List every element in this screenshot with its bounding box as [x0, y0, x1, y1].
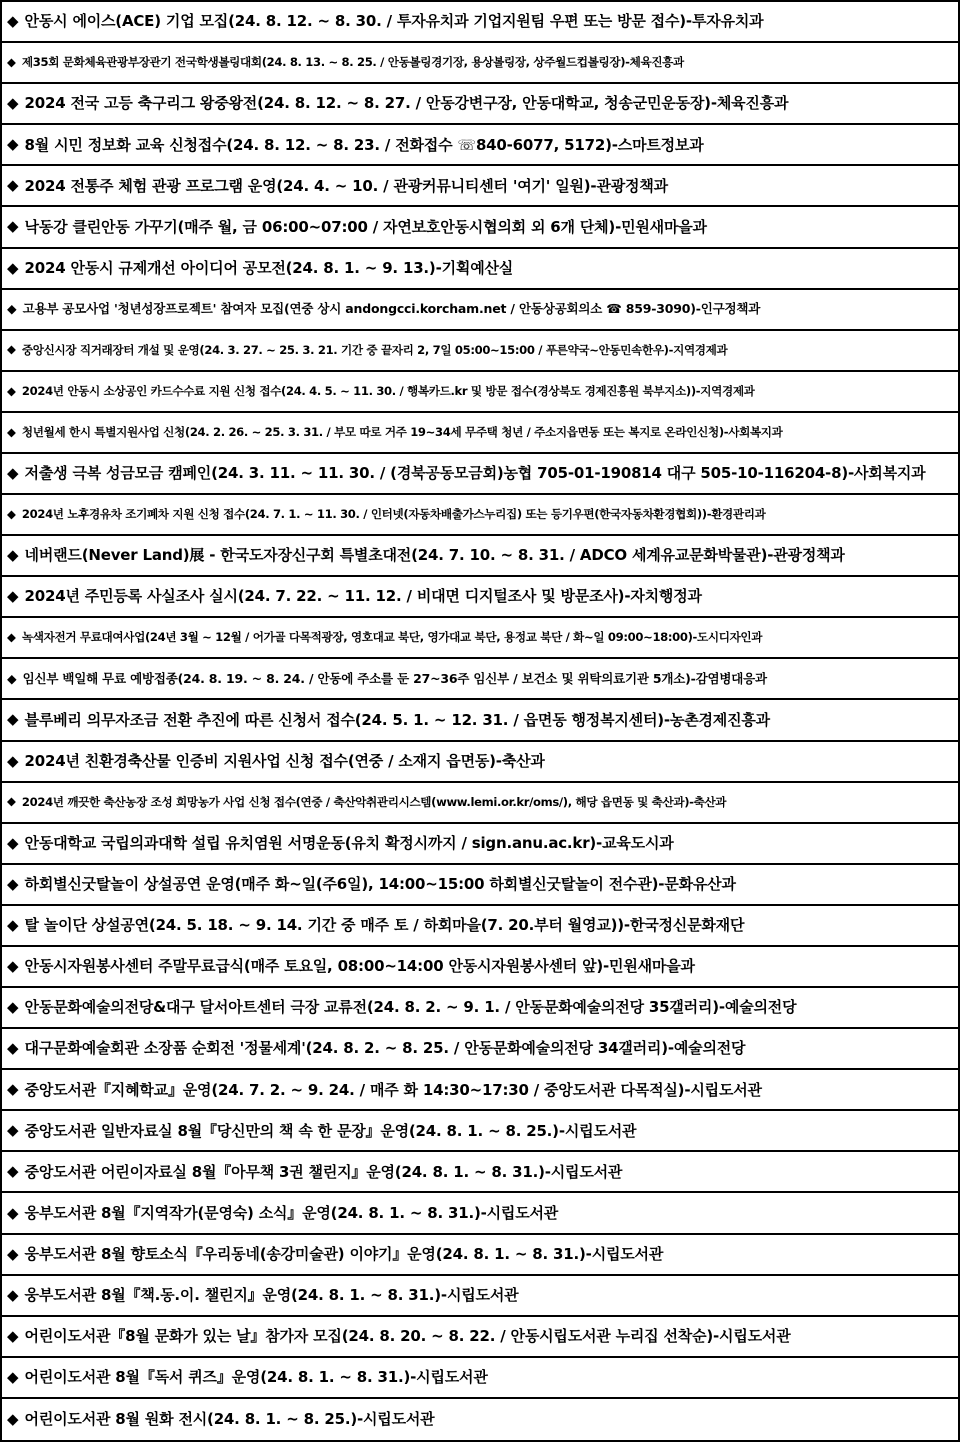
diamond-bullet-icon: ◆ [7, 794, 16, 809]
notice-text: 탈 놀이단 상설공연(24. 5. 18. ~ 9. 14. 기간 중 매주 토 / 하회마을(7. 20.부터 월영교))-한국정신문화재단 [24, 916, 745, 935]
notice-text: 제35회 문화체육관광부장관기 전국학생볼링대회(24. 8. 13. ~ 8. 25. / 안동볼링경기장, 용상볼링장, 상주월드컵볼링장)-체육진흥과 [21, 55, 684, 70]
notice-text: 웅부도서관 8월 향토소식『우리동네(송강미술관) 이야기』운영(24. 8. 1. ~ 8. 31.)-시립도서관 [24, 1244, 664, 1263]
notice-row [2, 536, 958, 577]
notice-text: 어린이도서관 8월 원화 전시(24. 8. 1. ~ 8. 25.)-시립도서관 [24, 1410, 435, 1429]
diamond-bullet-icon: ◆ [7, 874, 19, 893]
diamond-bullet-icon: ◆ [7, 1326, 19, 1345]
notice-row [2, 1399, 958, 1440]
notice-text: 하회별신굿탈놀이 상설공연 운영(매주 화~일(주6일), 14:00~15:00 하회별신굿탈놀이 전수관)-문화유산과 [24, 875, 736, 894]
notice-text: 안동대학교 국립의과대학 설립 유치염원 서명운동(유치 확정시까지 / sign.anu.ac.kr)-교육도시과 [24, 833, 674, 852]
diamond-bullet-icon: ◆ [7, 1409, 19, 1428]
notice-row [2, 824, 958, 865]
diamond-bullet-icon: ◆ [7, 1039, 19, 1058]
diamond-bullet-icon: ◆ [7, 1080, 19, 1099]
diamond-bullet-icon: ◆ [7, 217, 19, 236]
diamond-bullet-icon: ◆ [7, 957, 19, 975]
diamond-bullet-icon: ◆ [7, 998, 19, 1017]
notice-row [2, 1111, 958, 1152]
notice-text: 고용부 공모사업 '청년성장프로젝트' 참여자 모집(연중 상시 andongcci.korcham.net / 안동상공회의소 ☎ 859-3090)-인구정책과 [22, 301, 761, 317]
notice-row [2, 249, 958, 290]
notice-row [2, 742, 958, 783]
diamond-bullet-icon: ◆ [7, 506, 16, 521]
notice-row [2, 1029, 958, 1070]
notice-text: 어린이도서관 8월『독서 퀴즈』운영(24. 8. 1. ~ 8. 31.)-시립도서관 [24, 1368, 488, 1387]
notice-row [2, 700, 958, 741]
diamond-bullet-icon: ◆ [7, 54, 16, 69]
diamond-bullet-icon: ◆ [7, 176, 19, 195]
notice-text: 2024 전국 고등 축구리그 왕중왕전(24. 8. 12. ~ 8. 27. / 안동강변구장, 안동대학교, 청송군민운동장)-체육진흥과 [24, 94, 789, 113]
diamond-bullet-icon: ◆ [7, 342, 16, 357]
diamond-bullet-icon: ◆ [7, 300, 17, 316]
notice-row [2, 1317, 958, 1358]
notice-row [2, 1235, 958, 1276]
diamond-bullet-icon: ◆ [7, 630, 16, 645]
notice-text: 2024년 주민등록 사실조사 실시(24. 7. 22. ~ 11. 12. / 비대면 디지털조사 및 방문조사)-자치행정과 [24, 587, 702, 606]
diamond-bullet-icon: ◆ [7, 463, 19, 482]
notice-row [2, 577, 958, 618]
diamond-bullet-icon: ◆ [7, 1367, 19, 1386]
diamond-bullet-icon: ◆ [7, 383, 16, 398]
notice-row [2, 413, 958, 454]
notice-row [2, 125, 958, 166]
notice-row [2, 207, 958, 248]
notice-text: 웅부도서관 8월『책.동.이. 챌린지』운영(24. 8. 1. ~ 8. 31.)-시립도서관 [24, 1285, 519, 1304]
notice-text: 녹색자전거 무료대여사업(24년 3월 ~ 12월 / 어가골 다목적광장, 영호대교 북단, 영가대교 북단, 용정교 북단 / 화~일 09:00~18:00)-도시디자인과 [21, 630, 763, 645]
notice-text: 임신부 백일해 무료 예방접종(24. 8. 19. ~ 8. 24. / 안동에 주소를 둔 27~36주 임신부 / 보건소 및 위탁의료기관 5개소)-감염병대응과 [22, 671, 767, 687]
diamond-bullet-icon: ◆ [7, 94, 19, 113]
notice-text: 중앙신시장 직거래장터 개설 및 운영(24. 3. 27. ~ 25. 3. 21. 기간 중 끝자리 2, 7일 05:00~15:00 / 푸른약국~안동민속한우)-지역경제과 [21, 342, 728, 357]
diamond-bullet-icon: ◆ [7, 1121, 19, 1140]
notice-row [2, 290, 958, 331]
notice-row [2, 988, 958, 1029]
notice-row [2, 2, 958, 43]
notice-text: 어린이도서관『8월 문화가 있는 날』참가자 모집(24. 8. 20. ~ 8. 22. / 안동시립도서관 누리집 선착순)-시립도서관 [24, 1327, 791, 1346]
notice-text: 웅부도서관 8월『지역작가(문영숙) 소식』운영(24. 8. 1. ~ 8. 31.)-시립도서관 [24, 1203, 559, 1222]
notice-text: 2024 안동시 규제개선 아이디어 공모전(24. 8. 1. ~ 9. 13.)-기획예산실 [24, 258, 514, 277]
diamond-bullet-icon: ◆ [7, 546, 19, 565]
diamond-bullet-icon: ◆ [7, 1203, 19, 1222]
notice-text: 블루베리 의무자조금 전환 추진에 따른 신청서 접수(24. 5. 1. ~ 12. 31. / 읍면동 행정복지센터)-농촌경제진흥과 [24, 710, 770, 729]
notice-text: 2024년 노후경유차 조기폐차 지원 신청 접수(24. 7. 1. ~ 11. 30. / 인터넷(자동차배출가스누리집) 또는 등기우편(한국자동차환경협회))-환경관리과 [21, 507, 766, 522]
notice-text: 2024년 친환경축산물 인증비 지원사업 신청 접수(연중 / 소재지 읍면동)-축산과 [24, 751, 545, 770]
diamond-bullet-icon: ◆ [7, 424, 16, 439]
notice-text: 중앙도서관『지혜학교』운영(24. 7. 2. ~ 9. 24. / 매주 화 14:30~17:30 / 중앙도서관 다목적실)-시립도서관 [24, 1080, 762, 1099]
notice-row [2, 84, 958, 125]
diamond-bullet-icon: ◆ [7, 258, 19, 277]
notice-row [2, 906, 958, 947]
notice-text: 2024 전통주 체험 관광 프로그램 운영(24. 4. ~ 10. / 관광커뮤니티센터 '여기' 일원)-관광정책과 [24, 176, 668, 195]
notice-row [2, 331, 958, 372]
notice-text: 저출생 극복 성금모금 캠페인(24. 3. 11. ~ 11. 30. / (경북공동모금회)농협 705-01-190814 대구 505-10-116204-8)-사회복지과 [24, 464, 926, 483]
notice-row [2, 783, 958, 824]
diamond-bullet-icon: ◆ [7, 12, 19, 31]
notice-row [2, 454, 958, 495]
diamond-bullet-icon: ◆ [7, 1162, 19, 1181]
notice-row [2, 1070, 958, 1111]
notice-text: 중앙도서관 일반자료실 8월『당신만의 책 속 한 문장』운영(24. 8. 1. ~ 8. 25.)-시립도서관 [24, 1121, 637, 1140]
notice-text: 안동시자원봉사센터 주말무료급식(매주 토요일, 08:00~14:00 안동시자원봉사센터 앞)-민원새마을과 [24, 957, 695, 976]
notice-row [2, 43, 958, 84]
notice-row [2, 865, 958, 906]
notice-row [2, 372, 958, 413]
diamond-bullet-icon: ◆ [7, 710, 19, 729]
diamond-bullet-icon: ◆ [7, 587, 19, 606]
notice-text: 안동시 에이스(ACE) 기업 모집(24. 8. 12. ~ 8. 30. / 투자유치과 기업지원팀 우편 또는 방문 접수)-투자유치과 [24, 12, 764, 31]
notice-row [2, 1152, 958, 1193]
diamond-bullet-icon: ◆ [7, 751, 19, 770]
notice-row [2, 1358, 958, 1399]
notice-text: 대구문화예술회관 소장품 순회전 '정물세계'(24. 8. 2. ~ 8. 25. / 안동문화예술의전당 34갤러리)-예술의전당 [24, 1039, 746, 1058]
notice-row [2, 1276, 958, 1317]
notice-text: 네버랜드(Never Land)展 - 한국도자장신구회 특별초대전(24. 7. 10. ~ 8. 31. / ADCO 세계유교문화박물관)-관광정책과 [24, 546, 845, 565]
notice-text: 안동문화예술의전당&대구 달서아트센터 극장 교류전(24. 8. 2. ~ 9. 1. / 안동문화예술의전당 35갤러리)-예술의전당 [24, 998, 797, 1017]
notice-text: 낙동강 클린안동 가꾸기(매주 월, 금 06:00~07:00 / 자연보호안동시협의회 외 6개 단체)-민원새마을과 [24, 217, 707, 236]
notice-row [2, 1193, 958, 1234]
diamond-bullet-icon: ◆ [7, 833, 19, 852]
notice-text: 2024년 깨끗한 축산농장 조성 희망농가 사업 신청 접수(연중 / 축산악취관리시스템(www.lemi.or.kr/oms/), 해당 읍면동 및 축산과)-축산과 [21, 794, 727, 809]
notice-row [2, 166, 958, 207]
notice-text: 8월 시민 정보화 교육 신청접수(24. 8. 12. ~ 8. 23. / 전화접수 ☏840-6077, 5172)-스마트정보과 [24, 135, 704, 154]
notice-row [2, 495, 958, 536]
notice-row [2, 659, 958, 700]
diamond-bullet-icon: ◆ [7, 915, 19, 934]
diamond-bullet-icon: ◆ [7, 1244, 19, 1263]
diamond-bullet-icon: ◆ [7, 670, 17, 686]
notice-row [2, 618, 958, 659]
diamond-bullet-icon: ◆ [7, 135, 19, 154]
notice-text: 중앙도서관 어린이자료실 8월『아무책 3권 챌린지』운영(24. 8. 1. ~ 8. 31.)-시립도서관 [24, 1162, 623, 1181]
notice-text: 청년월세 한시 특별지원사업 신청(24. 2. 26. ~ 25. 3. 31. / 부모 따로 거주 19~34세 무주택 청년 / 주소지읍면동 또는 복지로 온라인신청)-사회복지과 [21, 425, 783, 439]
notice-text: 2024년 안동시 소상공인 카드수수료 지원 신청 접수(24. 4. 5. ~ 11. 30. / 행복카드.kr 및 방문 접수(경상북도 경제진흥원 북부지소))-지역경제과 [21, 383, 755, 398]
notice-row [2, 947, 958, 988]
diamond-bullet-icon: ◆ [7, 1285, 19, 1304]
